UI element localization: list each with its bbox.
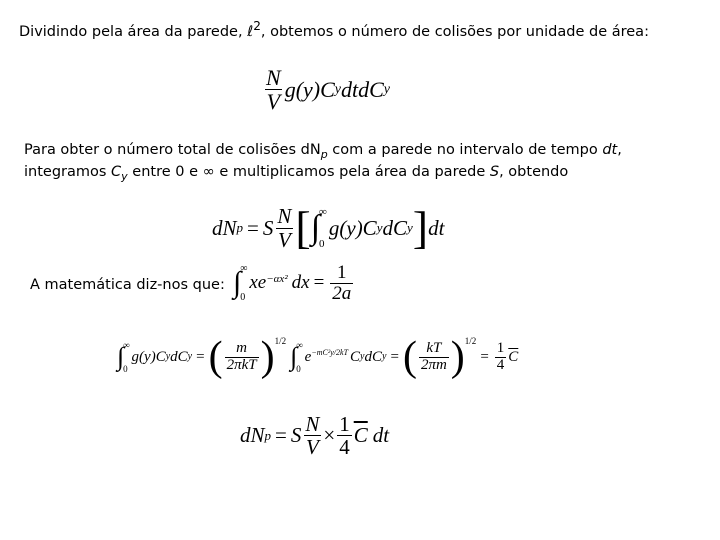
eq5-num: N — [305, 412, 320, 436]
eq4-g: g(y)C — [131, 348, 166, 365]
eq2-integral — [311, 206, 327, 250]
eq4-num2: kT — [426, 339, 442, 356]
eq5-times: × — [323, 423, 336, 448]
eq4-lower: 0 — [123, 364, 128, 374]
eq4-equals-2: = — [390, 348, 399, 365]
eq4-lparen-1: ( — [208, 334, 223, 380]
intro-text-a: Dividindo pela área da parede, — [19, 24, 248, 40]
eq4-fraction-3 — [495, 341, 507, 374]
eq3-upper: ∞ — [240, 263, 248, 275]
eq4-fraction-1 — [225, 341, 259, 374]
equation-1: $\frac{N}{V}$ g(y)C y dtdC y — [266, 65, 391, 115]
eq2-upper: ∞ — [319, 206, 327, 218]
eq3-lower: 0 — [240, 292, 246, 304]
p2-C: C — [111, 164, 122, 180]
eq4-integral — [117, 340, 130, 374]
eq5-fraction-2 — [337, 413, 352, 458]
eq3-num: 1 — [337, 262, 347, 283]
eq5-den: V — [305, 435, 319, 460]
eq4-C: C — [350, 348, 361, 365]
eq4-limits-2 — [296, 340, 302, 374]
eq5-fraction-1 — [303, 413, 321, 458]
ell-symbol: ℓ — [247, 24, 254, 40]
eq4-integral-2 — [290, 340, 303, 374]
eq5-S: S — [290, 423, 302, 448]
p1-b: com a parede no intervalo de tempo — [327, 142, 603, 158]
eq5-num2: 1 — [339, 412, 350, 436]
eq2-lower: 0 — [319, 238, 325, 250]
eq4-num3: 1 — [496, 339, 505, 356]
eq3-x: x — [249, 272, 258, 294]
eq4-den1: 2πkT — [226, 356, 257, 373]
eq3-integral-sign: ∫ — [233, 266, 242, 300]
eq4-dC: dC — [170, 348, 188, 365]
ell-exponent: 2 — [253, 19, 261, 34]
eq4-cbar: $\overline{C}$ — [508, 348, 519, 365]
paragraph-line-1 — [24, 140, 622, 161]
eq3-den: 2a — [332, 282, 352, 304]
p2-a: integramos — [24, 164, 112, 180]
eq3-fraction — [330, 263, 353, 304]
eq2-S: S — [262, 215, 274, 240]
eq2-num: N — [277, 204, 292, 229]
eq4-lparen-2: ( — [402, 334, 417, 380]
eq2-equals: = — [247, 215, 259, 240]
eq4-lower-2: 0 — [296, 364, 301, 374]
intro-text-b: , obtemos o número de colisões por unidade de área: — [260, 24, 649, 40]
equation-5: dN p = S $\frac{N}{V}$ × $\frac{1}{4}$ $\overline{C}$ dt — [240, 412, 390, 460]
p1-c: , — [617, 142, 622, 158]
eq4-den3: 4 — [496, 356, 505, 373]
eq4-fraction-2 — [419, 341, 449, 374]
p1-dt: dt — [602, 142, 618, 158]
eq5-den2: 4 — [339, 435, 350, 460]
eq2-integrand: g(y)C — [328, 215, 377, 240]
eq4-upper: ∞ — [123, 340, 130, 350]
eq2-den: V — [277, 227, 291, 252]
eq4-e: e — [304, 348, 312, 365]
eq3-integral — [233, 263, 247, 303]
eq1-fraction — [264, 66, 283, 113]
eq5-equals: = — [275, 423, 287, 448]
eq4-equals-3: = — [480, 348, 489, 365]
p2-S: S — [489, 164, 500, 180]
eq2-integral-sign: ∫ — [310, 209, 321, 246]
eq5-lhs: dN — [240, 423, 265, 448]
math-says-line: A matemática diz-nos que: — [30, 277, 225, 293]
p1-N: N — [309, 142, 321, 158]
eq1-num: N — [266, 65, 281, 90]
equation-2: dN p = S $\frac{N}{V}$ [ ∫ ∞ 0 g(y)C y dC y ] dt — [212, 202, 445, 253]
paragraph-line-2 — [24, 162, 568, 183]
eq2-limits — [319, 206, 327, 250]
p1-p: p — [320, 147, 328, 161]
eq4-upper-2: ∞ — [296, 340, 303, 350]
eq4-rparen-2: ) — [450, 334, 465, 380]
eq1-den: V — [266, 89, 281, 115]
eq4-den2: 2πm — [420, 356, 447, 373]
eq4-limits — [123, 340, 129, 374]
eq3-equals: = — [313, 272, 325, 294]
eq4-dC2: dC — [364, 348, 383, 365]
p1-a: Para obter o número total de colisões d — [24, 142, 310, 158]
equation-4: ∫ ∞ 0 g(y)C y dC y = ( $\frac{m}{\text{2πkT}}$ ) $^{1/2}$ ∫ ∞ 0 e $^{-mC^2y/2kT}$ C y dC y = ( $\frac{kT}{2\pi m}$ ) $^{1/2}$ = $\frac{1}{4}$ $\overline{C}$ — [117, 334, 519, 380]
eq4-equals-1: = — [196, 348, 205, 365]
eq4-rparen-1: ) — [260, 334, 275, 380]
eq2-fraction — [275, 205, 293, 250]
p2-y: y — [121, 169, 128, 183]
eq1-tail: dtdC — [341, 76, 384, 102]
eq2-dt: dt — [428, 215, 445, 240]
eq2-left-bracket: [ — [295, 202, 311, 253]
eq4-integral-sign-2: ∫ — [290, 342, 298, 371]
intro-line — [19, 19, 649, 43]
equation-3: ∫ ∞ 0 x e $^{-\alpha x^2}$ dx = $\frac{1}{2a}$ — [233, 262, 352, 304]
eq4-integral-sign: ∫ — [117, 342, 125, 371]
eq4-num1: m — [236, 339, 248, 356]
p2-c: , obtendo — [499, 164, 569, 180]
eq3-e: e — [257, 272, 267, 294]
eq2-right-bracket: ] — [412, 202, 429, 253]
eq1-body: g(y)C — [284, 76, 335, 102]
eq5-cbar: $\overline{C}$ — [353, 423, 368, 448]
eq5-dt: dt — [372, 423, 390, 448]
eq2-dC: dC — [382, 215, 407, 240]
p2-b: entre 0 e ∞ e multiplicamos pela área da parede — [127, 164, 490, 180]
eq3-dx: dx — [291, 272, 310, 294]
eq2-lhs: dN — [212, 215, 237, 240]
eq3-limits — [240, 263, 247, 303]
